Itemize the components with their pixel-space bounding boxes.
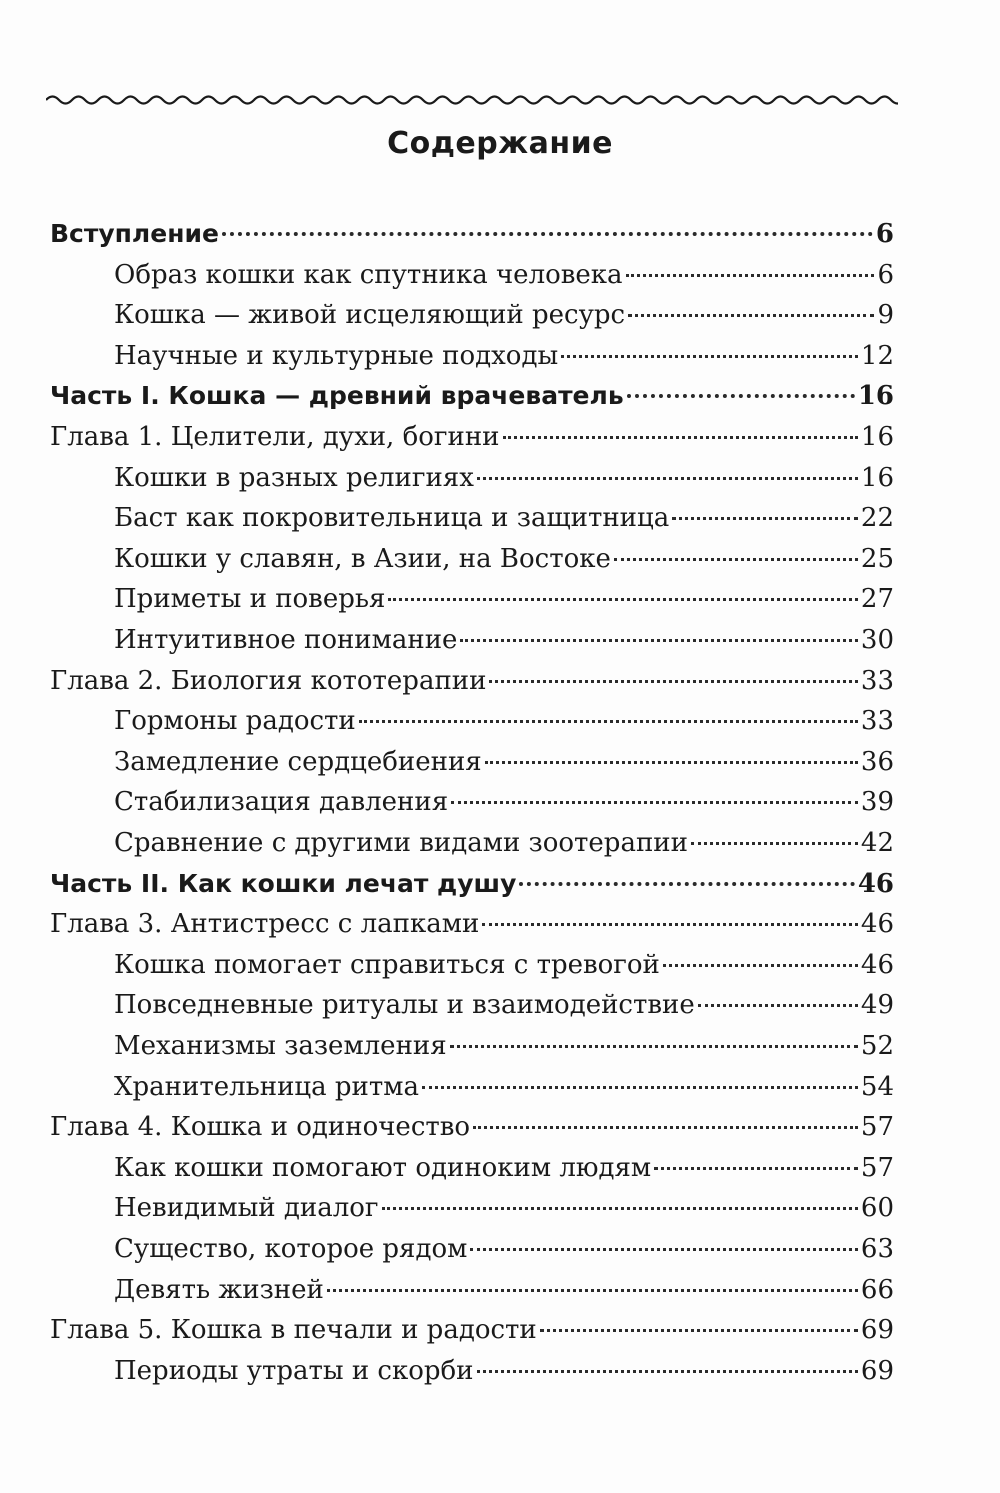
toc-page-number: 46 [857, 868, 894, 899]
dot-leader [470, 1246, 858, 1251]
dot-leader [451, 799, 858, 804]
toc-section-entry [114, 458, 894, 499]
dot-leader [222, 230, 873, 236]
toc-section-entry [114, 1270, 894, 1311]
dot-leader [382, 1205, 858, 1210]
toc-entry-title: Повседневные ритуалы и взаимодействие [114, 990, 695, 1021]
toc-entry-title: Часть II. Как кошки лечат душу [50, 868, 517, 898]
toc-section-entry [114, 823, 894, 864]
dot-leader [627, 392, 855, 398]
toc-page-number: 36 [860, 746, 894, 777]
dot-leader [485, 759, 858, 764]
dot-leader [540, 1327, 858, 1332]
toc-page-number: 33 [860, 706, 894, 737]
toc-chapter-entry [50, 904, 894, 945]
toc-page-number: 6 [875, 219, 894, 249]
toc-page-number: 54 [860, 1071, 894, 1102]
dot-leader [460, 637, 857, 642]
toc-chapter-entry [50, 417, 894, 458]
toc-entry-title: Кошка — живой исцеляющий ресурс [114, 300, 626, 331]
toc-page-number: 52 [860, 1031, 894, 1061]
toc-entry-title: Глава 2. Биология кототерапии [50, 665, 487, 696]
dot-leader [561, 353, 858, 358]
toc-chapter-entry [50, 1107, 894, 1148]
toc-section-entry [114, 1067, 894, 1108]
toc-page-number: 27 [860, 584, 894, 615]
toc-page-number: 46 [860, 949, 894, 980]
toc-entry-title: Интуитивное понимание [114, 625, 458, 655]
toc-entry-title: Глава 3. Антистресс с лапками [50, 909, 480, 940]
dot-leader [626, 272, 875, 277]
toc-page-number: 16 [860, 422, 894, 452]
toc-section-entry [114, 701, 894, 742]
toc-section-entry [114, 579, 894, 620]
toc-entry-title: Механизмы заземления [114, 1031, 447, 1061]
toc-section-entry [114, 255, 894, 296]
toc-page-number: 57 [860, 1152, 894, 1183]
toc-section-entry [114, 1229, 894, 1270]
toc-page-number: 16 [860, 462, 894, 493]
toc-section-entry [114, 945, 894, 986]
toc-entry-title: Вступление [50, 219, 219, 248]
toc-entry-title: Кошки у славян, в Азии, на Востоке [114, 543, 611, 574]
dot-leader [691, 840, 858, 845]
toc-section-entry [114, 742, 894, 783]
decorative-wave-divider [46, 90, 898, 110]
toc-chapter-entry [50, 661, 894, 702]
dot-leader [450, 1043, 858, 1048]
toc-part-entry [50, 214, 894, 255]
toc-page-number: 9 [877, 300, 894, 331]
toc-page-number: 66 [860, 1274, 894, 1305]
toc-entry-title: Хранительница ритма [114, 1071, 419, 1102]
toc-section-entry [114, 782, 894, 823]
dot-leader [503, 434, 858, 439]
toc-page-number: 16 [857, 381, 894, 412]
toc-part-entry [50, 864, 894, 905]
toc-page-number: 22 [860, 503, 894, 534]
toc-entry-title: Глава 1. Целители, духи, богини [50, 422, 500, 452]
toc-section-entry [114, 1351, 894, 1392]
toc-entry-title: Сравнение с другими видами зоотерапии [114, 828, 688, 858]
toc-entry-title: Кошка помогает справиться с тревогой [114, 949, 660, 980]
toc-section-entry [114, 1188, 894, 1229]
toc-page-number: 12 [860, 340, 894, 371]
toc-entry-title: Как кошки помогают одиноким людям [114, 1152, 652, 1183]
toc-entry-title: Часть I. Кошка — древний врачеватель [50, 381, 624, 411]
toc-section-entry [114, 1026, 894, 1067]
toc-chapter-entry [50, 1310, 894, 1351]
toc-entry-title: Глава 5. Кошка в печали и радости [50, 1315, 537, 1346]
toc-page-number: 69 [860, 1315, 894, 1346]
dot-leader [482, 921, 858, 926]
dot-leader [327, 1287, 858, 1292]
dot-leader [698, 1002, 858, 1007]
toc-entry-title: Баст как покровительница и защитница [114, 503, 670, 534]
toc-page-number: 6 [877, 259, 894, 290]
toc-entry-title: Гормоны радости [114, 706, 356, 737]
toc-section-entry [114, 620, 894, 661]
dot-leader [654, 1165, 858, 1170]
toc-page-number: 30 [860, 625, 894, 655]
toc-entry-title: Существо, которое рядом [114, 1234, 468, 1264]
toc-section-entry [114, 295, 894, 336]
toc-part-entry [50, 376, 894, 417]
page-title: Содержание [387, 126, 613, 161]
dot-leader [489, 678, 857, 683]
toc-section-entry [114, 985, 894, 1026]
toc-page-number: 25 [860, 543, 894, 574]
toc-entry-title: Девять жизней [114, 1274, 324, 1305]
toc-section-entry [114, 1148, 894, 1189]
toc-page-number: 57 [860, 1112, 894, 1143]
dot-leader [628, 312, 874, 317]
toc-page-number: 60 [860, 1193, 894, 1224]
dot-leader [388, 596, 858, 601]
dot-leader [473, 1124, 858, 1129]
toc-entry-title: Приметы и поверья [114, 584, 386, 615]
toc-entry-title: Невидимый диалог [114, 1193, 379, 1224]
dot-leader [477, 1368, 858, 1373]
toc-entry-title: Периоды утраты и скорби [114, 1355, 474, 1386]
toc-entry-title: Замедление сердцебиения [114, 746, 482, 777]
toc-entry-title: Глава 4. Кошка и одиночество [50, 1112, 471, 1143]
dot-leader [672, 515, 858, 520]
toc-page-number: 46 [860, 909, 894, 940]
dot-leader [519, 880, 854, 886]
toc-entry-title: Образ кошки как спутника человека [114, 259, 623, 290]
toc-page-number: 69 [860, 1355, 894, 1386]
toc-page-number: 33 [860, 665, 894, 696]
dot-leader [477, 475, 858, 480]
dot-leader [359, 718, 858, 723]
toc-page-number: 39 [860, 787, 894, 818]
toc-section-entry [114, 498, 894, 539]
toc-section-entry [114, 336, 894, 377]
dot-leader [614, 556, 858, 561]
toc-page-number: 42 [860, 828, 894, 858]
toc-entry-title: Кошки в разных религиях [114, 462, 474, 493]
toc-page-number: 63 [860, 1234, 894, 1264]
toc-section-entry [114, 539, 894, 580]
toc-page-number: 49 [860, 990, 894, 1021]
toc-entry-title: Стабилизация давления [114, 787, 449, 818]
toc-entry-title: Научные и культурные подходы [114, 340, 559, 371]
dot-leader [422, 1084, 858, 1089]
dot-leader [663, 962, 858, 967]
